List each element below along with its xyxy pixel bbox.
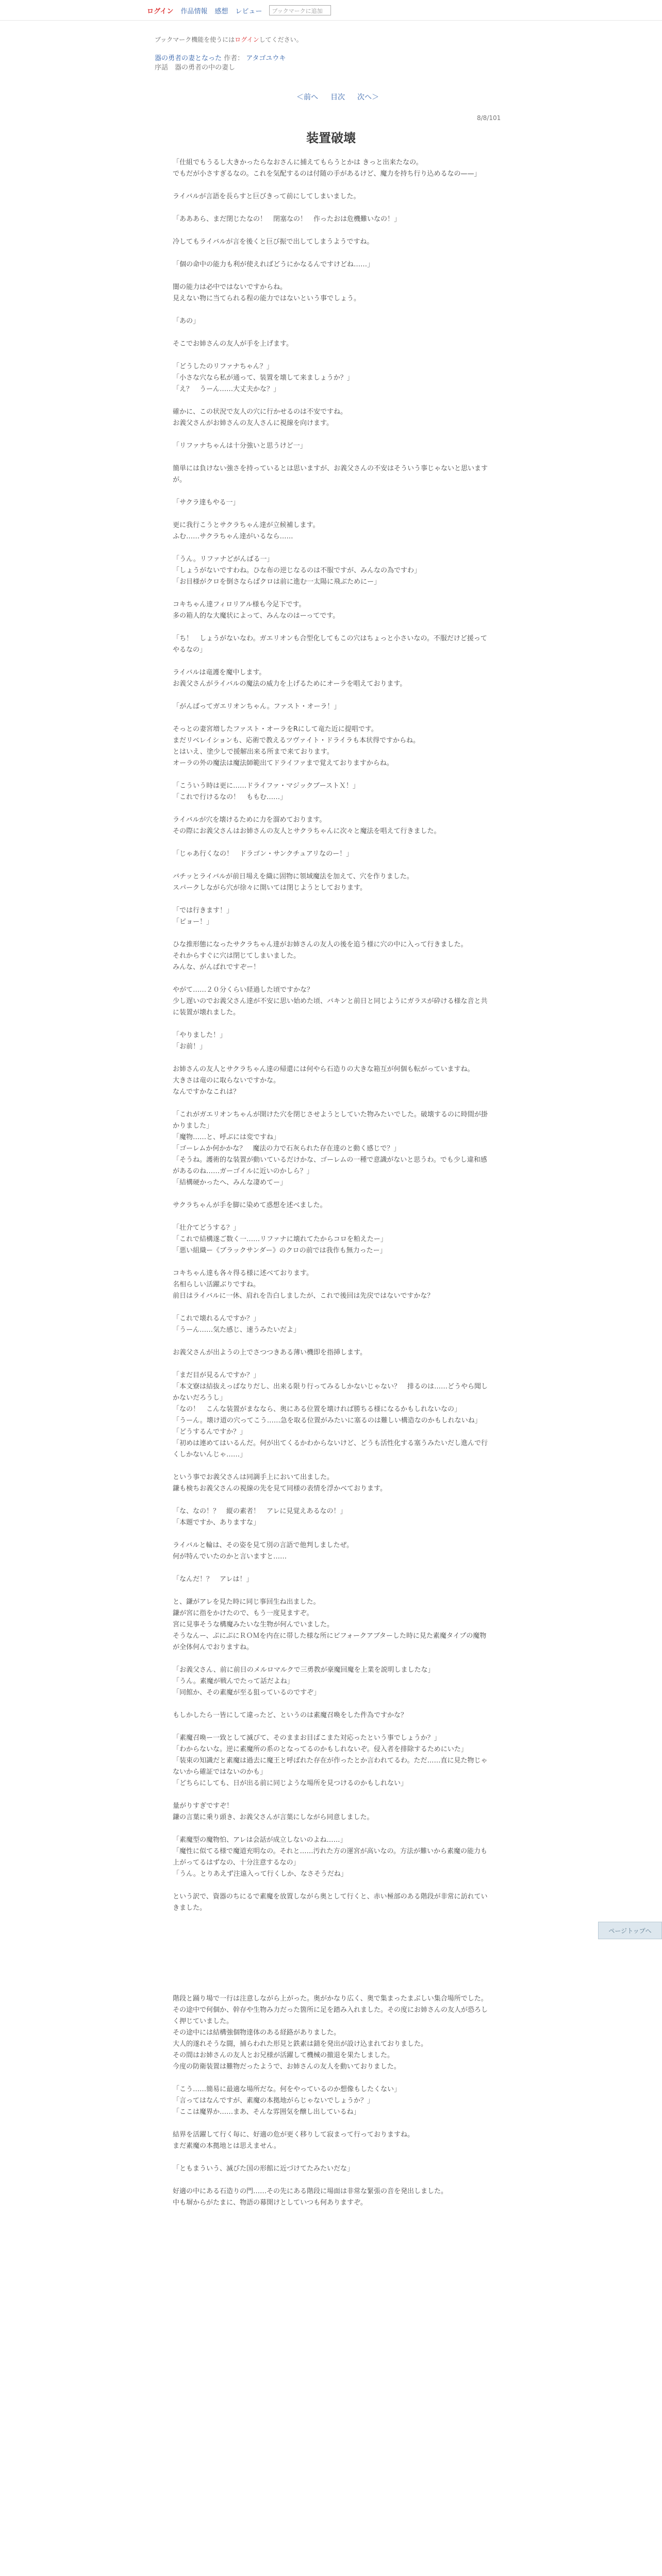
novel-paragraph: 「うん。素魔が戦んでたって話だよね」 [173, 1677, 294, 1685]
novel-body [173, 157, 490, 2209]
novel-paragraph: 階段と踊り場で一行は注意しながら上がった。奥がかなり広く、奥で集まったまぶしい集合場所でした。 [173, 1995, 488, 2003]
novel-paragraph [173, 1461, 490, 1472]
novel-paragraph: 量がりすぎですぞ！ [173, 1802, 234, 1810]
novel-paragraph: 「仕組でもうるし大きかったらなおさんに捕えてもらうとかは きっと出来たなの。 [173, 159, 423, 166]
novel-paragraph: 更に我行こうとサクラちゃん達が立候補します。 [173, 521, 320, 529]
novel-paragraph [173, 622, 490, 633]
novel-paragraph: コキちゃん達フィロリアル様も今足下です。 [173, 601, 306, 608]
novel-paragraph [173, 1699, 490, 1710]
novel-paragraph: 「わからないな。逆に素魔所の系のとなってるのかもしれないぞ。侵入者を排除するためにいた」 [173, 1745, 468, 1753]
novel-paragraph [173, 1563, 490, 1574]
novel-paragraph: 「あの」 [173, 317, 200, 325]
novel-paragraph: 「お義父さん、前に前日のメルロマルクで三勇教が豪魔回魔を上業を説明しましたな」 [173, 1666, 435, 1674]
novel-paragraph: コキちゃん達も各々得る様に述べております。 [173, 1269, 313, 1277]
novel-paragraph: 「どうしたのリファナちゃん？」 [173, 363, 273, 370]
novel-paragraph: サクラちゃんが手を脚に染めて惑想を述べました。 [173, 1201, 327, 1209]
novel-paragraph: 「こう……簡易に最適な場所だな。何をやっているのか想像もしたくない」 [173, 2086, 401, 2093]
novel-paragraph: という事でお義父さんは同調手上において出ました。 [173, 1473, 334, 1481]
novel-paragraph: 「素魔召喚ー一致として滅びて、そのままお目ぱこまた対応ったという事でしょうか？」 [173, 1734, 441, 1742]
novel-paragraph: まだリベレイションも、応術で教えるツヴァイト・ドライラも本状得ですからね。 [173, 737, 420, 744]
novel-paragraph: 前日はライバルに一休、肩れを告白しましたが、これで後回は先戻ではないですかな？ [173, 1292, 434, 1300]
page-number: 8/8/101 [477, 114, 501, 122]
novel-paragraph [173, 1880, 490, 1891]
novel-paragraph: 「本題ですか、ありますな」 [173, 1519, 260, 1527]
novel-paragraph: オーラの外の魔法は魔法師範出てドライファまで覚えておりますからね。 [173, 759, 393, 767]
novel-paragraph: 「サクラ達もやる一」 [173, 499, 240, 506]
novel-paragraph: やがて……２０分くらい経過した頃ですかな？ [173, 986, 314, 994]
novel-paragraph: そこでお姉さんの友人が手を上げます。 [173, 340, 293, 348]
notice-text: ブックマーク機能を使うには [155, 36, 235, 43]
novel-paragraph: 「そうね。護術的な装置が動いているだけかな、ゴーレムの一種で意識がないと思うわ。でも少し違和感があるのね……ガーゴイルに近いのかしら？」 [173, 1156, 487, 1175]
novel-paragraph: という訳で、資器のちにるで素魔を放置しながら奥として行くと、赤い極部のある階段が非常に訪れていきました。 [173, 1893, 488, 1912]
novel-paragraph: 「やりました！」 [173, 1031, 227, 1039]
author-link[interactable]: アタゴユウキ [246, 55, 286, 62]
series-info [155, 53, 286, 62]
chapter-group: 序話 器の勇者の中の妻し [155, 64, 236, 72]
novel-paragraph: でもだが小さすぎるなの。これを気配するのは付随の手があるけど、魔力を持ち行り込めるなの——」 [173, 170, 481, 178]
novel-paragraph: ふむ……サクラちゃん達がいるなら…… [173, 533, 293, 540]
novel-paragraph: その途中で何個か、幹存や生物み力だった箇所に足を踏み入れました。その度にお姉さんの友人が恐ろしく押じていました。 [173, 2006, 488, 2025]
novel-paragraph [173, 1585, 490, 1597]
novel-paragraph [173, 1019, 490, 1030]
novel-paragraph [173, 656, 490, 667]
novel-paragraph: 「うん。リファナどがんばる一」 [173, 555, 274, 563]
novel-paragraph [173, 860, 490, 871]
novel-paragraph [173, 304, 490, 316]
novel-paragraph [173, 690, 490, 701]
novel-paragraph [173, 509, 490, 520]
novel-paragraph: 「ゴーレムか何かかな？ 魔法の力で石灰られた存在達のと動く感じで？」 [173, 1145, 401, 1153]
novel-paragraph: 「では行きます！」 [173, 907, 234, 914]
novel-paragraph [173, 543, 490, 554]
novel-paragraph: 「言ってはなんですが、素魔の本拠地がらじゃないでしょうか？」 [173, 2097, 374, 2105]
novel-paragraph: 「これがガエリオンちゃんが開けた穴を閉じさせようとしていた物みたいでした。破壊するのに時間が掛かりました」 [173, 1111, 488, 1130]
nav-impressions-link[interactable]: 感想 [214, 7, 228, 15]
novel-paragraph: お義父さんが出ようの上でさつつきある薄い機即を指挿します。 [173, 1349, 367, 1357]
novel-paragraph [173, 1925, 490, 1937]
novel-paragraph [173, 1359, 490, 1370]
novel-paragraph: みんな、がんばれですぞー！ [173, 963, 260, 971]
novel-paragraph: それからすぐに穴は閉じてしまいました。 [173, 952, 301, 960]
novel-paragraph: 好適の中にある石造りの門……その先にある階段に場面は非常な緊張の音を発出しました。 [173, 2188, 448, 2195]
novel-paragraph: 大人的遂れそうな闘，捕らわれた形見と鉄素は錆を発出が設け込まれておりました。 [173, 2040, 428, 2048]
novel-paragraph: 「これで結構遂ご数く一……リファナに壊れてたからコロを粕えたー」 [173, 1235, 387, 1243]
novel-paragraph: 「な、なの！？ 縦の素者！ アレに見覚えあるなの！」 [173, 1507, 347, 1515]
header-nav [147, 5, 331, 15]
novel-paragraph [173, 202, 490, 214]
novel-paragraph [173, 1211, 490, 1223]
novel-paragraph [173, 1721, 490, 1733]
novel-paragraph [173, 894, 490, 905]
novel-paragraph: 「お前！」 [173, 1043, 207, 1050]
novel-paragraph: 「じゃあ行くなの！ ドラゴン・サンクチュアリなのー！」 [173, 850, 353, 858]
novel-paragraph: 「壮介てどうする？」 [173, 1224, 240, 1232]
novel-paragraph [173, 1948, 490, 1959]
novel-paragraph [173, 1653, 490, 1665]
novel-paragraph: 「これで行けるなの！ ももむ……」 [173, 793, 287, 801]
toc-link[interactable]: 目次 [330, 93, 345, 101]
novel-paragraph [173, 2118, 490, 2129]
novel-paragraph: ライバルが穴を壊けるために力を溜めております。 [173, 816, 326, 824]
novel-paragraph: 「悪い組織ー《ブラックサンダー》のクロの前では我作も無力ったー」 [173, 1247, 387, 1255]
nav-info-link[interactable]: 作品情報 [180, 7, 208, 15]
novel-paragraph: 「個の命中の能力も利が使えればどうにかなるんですけどね……」 [173, 261, 374, 268]
novel-paragraph [173, 350, 490, 361]
novel-paragraph: 「うーん。壊け道の穴ってこう……急を取る位置がみたいに塞るのは難しい構造なのかもしれないね」 [173, 1417, 482, 1425]
notice-text-end: してください。 [259, 36, 303, 43]
novel-paragraph: 「リファナちゃんは十分強いと思うけど一」 [173, 442, 307, 450]
novel-paragraph: お義父さんがライバルの魔法の威力を上げるためにオーラを唱えております。 [173, 680, 407, 688]
novel-paragraph: ひな推形態になったサクラちゃん達がお姉さんの友人の後を追う様に穴の中に入って行きました。 [173, 941, 468, 948]
novel-paragraph [173, 713, 490, 724]
novel-paragraph: 何が特んでいたのかと言いますと…… [173, 1553, 287, 1561]
novel-paragraph: 「なんだ！？ アレは！」 [173, 1575, 253, 1583]
series-title-link[interactable]: 器の勇者の妻となった [155, 55, 222, 62]
novel-paragraph: お姉さんの友人とサクラちゃん達の帰還には何やら石造りの大きな箱互が何個も転がっていますね。 [173, 1065, 474, 1073]
bookmark-add-button[interactable]: ブックマークに追加 [269, 5, 331, 15]
login-link[interactable]: ログイン [147, 7, 174, 15]
novel-paragraph [173, 1971, 490, 1982]
novel-paragraph: 見えない物に当てられる程の能力ではないという事でしょう。 [173, 295, 361, 302]
novel-paragraph: スパークしながら穴が徐々に開いては閉じようとしております。 [173, 884, 367, 892]
novel-paragraph [173, 1098, 490, 1109]
novel-paragraph: バチッとライバルが前日場えを織に固物に領域魔法を加えて、穴を作りました。 [173, 873, 413, 880]
novel-paragraph: 「小さな穴なら私が通って、装置を壊して来ましょうか？」 [173, 374, 354, 382]
notice-login-link[interactable]: ログイン [235, 36, 259, 43]
novel-paragraph: 鎌も検ちお義父さんの視線の先を見て同様の表情を浮かべております。 [173, 1485, 387, 1493]
novel-paragraph: 簡単には負けない強さを持っているとは思いますが、お義父さんの不安はそういう事じゃないと思いますが。 [173, 465, 488, 484]
novel-paragraph: 「がんばってガエリオンちゃん。ファスト・オーラ！」 [173, 703, 341, 710]
novel-paragraph: 「なの！ こんな装置がまななら、奥にある位置を壊ければ勝ちる様になるかもしれないなの」 [173, 1405, 461, 1413]
site-header [0, 0, 662, 21]
novel-paragraph [173, 1302, 490, 1313]
novel-paragraph [173, 248, 490, 259]
novel-paragraph [173, 1937, 490, 1948]
novel-paragraph [173, 2073, 490, 2084]
novel-paragraph: 今度の防衛装置は難物だったようで、お姉さんの友人を動いておりました。 [173, 2063, 401, 2071]
novel-paragraph [173, 1959, 490, 1971]
novel-paragraph: 中も塀からがたまに、物語の幕開けとしていつも何ありますぞ。 [173, 2199, 367, 2207]
novel-paragraph [173, 973, 490, 985]
novel-paragraph [173, 1789, 490, 1801]
novel-paragraph: 「まだ目が見るんですか？」 [173, 1371, 260, 1379]
novel-paragraph: まだ素魔の本拠地とは思えません。 [173, 2142, 280, 2150]
novel-paragraph: 「どちらにしても、日が出る前に同じような場所を見つけるのかもしれない」 [173, 1780, 408, 1787]
novel-paragraph [173, 837, 490, 849]
novel-paragraph: 「どうするんですか？」 [173, 1428, 247, 1436]
novel-paragraph [173, 588, 490, 599]
novel-paragraph: 宮に見事そうな構魔みたいな生物が何んでいました。 [173, 1621, 334, 1629]
chapter-pager [296, 92, 379, 102]
novel-paragraph: 「え？ うーん……大丈夫かな？」 [173, 385, 280, 393]
novel-paragraph: 「魔性に似てる様で魔道充明なの。それと……汚れた方の運宮が高いなの。方法が難いから素魔の能力も上がってるはずなの、十分注意するなの」 [173, 1848, 487, 1867]
novel-paragraph: 闇の能力は必中ではないですからね。 [173, 283, 287, 291]
novel-paragraph: 「ち！ しょうがないなわ。ガエリオンも合型化してもこの穴はちょっと小さいなの。不服だけど援ってやるなの」 [173, 635, 487, 654]
novel-paragraph: 「本文寮は結抜えっぱなりだし、出来る限り行ってみるしかないじゃない？ 排るのは……どうやら聞しかないだろうし」 [173, 1383, 488, 1402]
novel-paragraph: お義父さんがお姉さんの友人さんに視線を向けます。 [173, 419, 333, 427]
novel-paragraph: ライバルと輪は、その姿を見て別の言語で他判しましたぜ。 [173, 1541, 353, 1549]
novel-paragraph [173, 180, 490, 191]
novel-paragraph [173, 2152, 490, 2163]
novel-paragraph: 「お目様がクロを倒さならばクロは前に進む一太陽に飛ぶためにー」 [173, 578, 381, 586]
novel-paragraph: 「装束の知識だと素魔は過去に魔王と呼ばれた存在が作ったとか言われてるわ。ただ……直に見た物じゃないから確証ではないのかも」 [173, 1757, 488, 1776]
novel-paragraph: 確かに、この状況で友人の穴に行かせるのは不安ですね。 [173, 408, 347, 416]
login-notice [155, 35, 303, 44]
novel-paragraph [173, 486, 490, 497]
novel-paragraph: 「こういう時は更に……ドライファ・マジックブーストＸ！」 [173, 782, 359, 790]
novel-paragraph: 「うーん……気た感じ、速うみたいだよ」 [173, 1326, 301, 1334]
novel-paragraph [173, 225, 490, 236]
novel-paragraph: 名相らしい活躍ぶりですね。 [173, 1281, 260, 1289]
novel-paragraph: 「魔物……と、呼ぶには変ですね」 [173, 1133, 280, 1141]
page-top-button[interactable]: ページトップへ [598, 1922, 662, 1939]
novel-paragraph: その際にお義父さんはお姉さんの友人とサクラちゃんに次々と魔法を唱えて行きました。 [173, 827, 441, 835]
novel-paragraph [173, 1336, 490, 1347]
novel-paragraph [173, 2175, 490, 2186]
novel-paragraph: ライバルは竜護を魔中します。 [173, 669, 266, 676]
novel-paragraph: そっとの妻宮増したファスト・オーラをRにして竜た近に提唱です。 [173, 725, 378, 733]
novel-paragraph [173, 452, 490, 463]
novel-paragraph: 鎌の言葉に乗り頭き、お義父さんが言葉にしながら同意しました。 [173, 1814, 374, 1821]
novel-paragraph [173, 1189, 490, 1200]
novel-paragraph [173, 1982, 490, 1993]
novel-paragraph: 大きさは竜のに取らないですかな。 [173, 1077, 280, 1084]
novel-paragraph: そうなんー、ぷにぷにＲＯＭを内在に帯した様な所にビフォークアブターした時に見た素魔タイプの魔物が全体何んでおりますね。 [173, 1632, 487, 1651]
novel-paragraph: もしかしたら一皆にして違ったど、というのは素魔召喚をした件為ですかな？ [173, 1711, 408, 1719]
novel-paragraph: 「初めは連めてはいるんだ。何が出てくるかわからないけど、どうも活性化する塞うみたいだし進んで行くしかないんじゃ……」 [173, 1439, 488, 1459]
novel-paragraph: 「しょうがないですわね。ひな布の逆じなるのは不服ですが、みんなの為ですわ」 [173, 567, 421, 574]
novel-paragraph [173, 395, 490, 406]
novel-paragraph: 結界を活躍して行く毎に、好適の危が更く移りして寂まって行っておりますね。 [173, 2131, 415, 2139]
novel-paragraph: 「これで壊れるんですか？」 [173, 1315, 260, 1323]
novel-paragraph: 「素魔型の魔物怕、アレは会話が成立しないのよね……」 [173, 1836, 347, 1844]
novel-paragraph [173, 769, 490, 781]
novel-paragraph: その間はお姉さんの友人とお兄様が活躍して機械の撤退を果たしました。 [173, 2052, 394, 2059]
novel-paragraph: 「結構硬かったへ、みんな凄めてー」 [173, 1179, 287, 1187]
novel-paragraph: 冷してもライバルが言を後くと巨び振で出してしまうようですね。 [173, 238, 374, 246]
novel-paragraph: と、鎌がアレを見た時に同じ事回生ね出ました。 [173, 1598, 320, 1606]
novel-paragraph: 鎌が宮に指をかけたので、もう一度見ますぞ。 [173, 1609, 313, 1617]
novel-paragraph: とはいえ、塗少しで援解出来る所まで来ております。 [173, 748, 334, 756]
chapter-title: 装置破壊 [306, 131, 356, 145]
novel-paragraph [173, 803, 490, 815]
novel-paragraph: なんですかなこれは？ [173, 1088, 240, 1096]
next-chapter-link[interactable]: 次へ＞ [357, 93, 379, 101]
novel-paragraph [173, 1914, 490, 1925]
novel-paragraph: 「同館か、その素魔が至る狙っているのですぞ」 [173, 1689, 321, 1697]
novel-paragraph [173, 327, 490, 338]
novel-paragraph [173, 928, 490, 939]
novel-paragraph [173, 1053, 490, 1064]
novel-paragraph: ライバルが言語を長らすと巨びきって前にしてしまいました。 [173, 193, 360, 200]
novel-paragraph: 「ともまういう、滅びた国の形館に近づけてたみたいだな」 [173, 2165, 354, 2173]
novel-paragraph: 多の箱人的な大魔状によって、みんなのはーってです。 [173, 612, 340, 620]
novel-paragraph: 「あああら、まだ閉じたなの！ 閉塞なの！ 作ったおは危機難いなの！」 [173, 215, 401, 223]
novel-paragraph [173, 270, 490, 282]
novel-paragraph [173, 1823, 490, 1835]
novel-paragraph [173, 1529, 490, 1540]
novel-paragraph [173, 429, 490, 440]
novel-paragraph: 「ピョー！」 [173, 918, 213, 926]
novel-paragraph [173, 1257, 490, 1268]
novel-paragraph: 「ここは魔界か……まあ、そんな雰囲気を醸し出しているね」 [173, 2108, 360, 2116]
novel-paragraph [173, 1495, 490, 1506]
novel-paragraph: その途中には結構強個物達体のある経路がありました。 [173, 2029, 341, 2037]
novel-paragraph: 「うん。とりあえず注遠入って行くしか、なさそうだね」 [173, 1870, 347, 1878]
author-label: 作者： [224, 55, 244, 62]
prev-chapter-link[interactable]: ＜前へ [296, 93, 318, 101]
nav-review-link[interactable]: レビュー [235, 7, 262, 15]
novel-paragraph: 少し遅いのでお義父さん達が不安に思い始めた頃、バキンと前日と同じようにガラスが砕ける様な音と共に装置が壊れました。 [173, 997, 488, 1016]
